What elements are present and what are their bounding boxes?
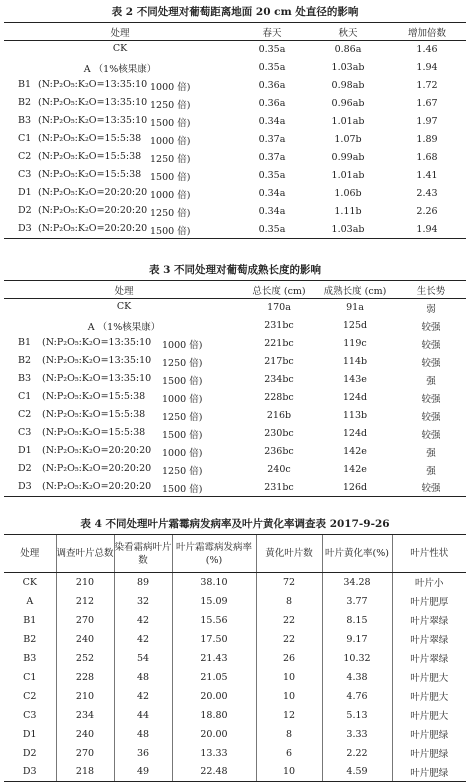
table4-infected-cell: 49 <box>114 763 172 782</box>
treatment-code: C1 <box>18 132 32 144</box>
table3-mature-cell: 125d <box>342 320 368 331</box>
table4-total-cell: 240 <box>56 630 114 649</box>
table4-yrate-cell: 34.28 <box>322 573 392 592</box>
table3-vigor-cell: 较强 <box>396 479 466 497</box>
table2-spring-cell: 0.35a <box>236 221 308 239</box>
table4-yrate-cell: 4.76 <box>322 687 392 706</box>
treatment-code: C2 <box>18 408 32 420</box>
table2-row <box>4 167 466 185</box>
table3-vigor-cell: 较强 <box>421 393 441 405</box>
table2-autumn-cell: 0.98ab <box>331 80 365 91</box>
table4-caption: 表 4 不同处理叶片霜霉病发病率及叶片黄化率调查表 2017-9-26 <box>80 518 390 530</box>
table2-row <box>4 59 466 77</box>
table3-mature-cell: 126d <box>314 479 396 497</box>
table2-autumn-cell: 1.07b <box>334 134 362 145</box>
table4-total-cell: 212 <box>56 592 114 611</box>
treatment-dose: 1250 倍) <box>162 465 203 477</box>
treatment-formula: (N:P₂O₅:K₂O=15:5:38 <box>38 150 142 162</box>
table4-yellow-cell: 22 <box>256 611 322 630</box>
table3-mature-cell: 142e <box>343 446 367 457</box>
table4-trait-cell: 叶片肥绿 <box>392 725 466 744</box>
table3-vigor-cell: 较强 <box>421 339 441 351</box>
treatment-code: D2 <box>18 204 32 216</box>
treatment-formula: (N:P₂O₅:K₂O=15:5:38 <box>38 168 142 180</box>
table4-header-cell: 叶片性状 <box>392 535 466 573</box>
table4-code-cell: D3 <box>4 763 56 782</box>
table4-yrate-cell: 10.32 <box>322 649 392 668</box>
table4-rate-cell: 20.00 <box>172 687 256 706</box>
table4-trait-cell: 叶片翠绿 <box>392 611 466 630</box>
table4-code-cell: A <box>26 595 34 607</box>
treatment-dose: 1250 倍) <box>162 411 203 423</box>
table4-infected-cell: 48 <box>114 725 172 744</box>
table2-spring-cell: 0.34a <box>258 206 286 217</box>
table4-row <box>4 592 466 611</box>
table4 <box>4 534 466 782</box>
table4-header-cell: 调查叶片总数 <box>56 535 114 573</box>
treatment-formula: (N:P₂O₅:K₂O=20:20:20 <box>42 480 152 492</box>
treatment-code: D1 <box>18 186 32 198</box>
treatment-code: D2 <box>18 462 32 474</box>
treatment-formula: (N:P₂O₅:K₂O=15:5:38 <box>38 132 142 144</box>
table4-yrate-cell: 9.17 <box>322 630 392 649</box>
treatment-dose: 1500 倍) <box>150 117 191 129</box>
table4-row <box>4 630 466 649</box>
table4-infected-cell: 42 <box>114 611 172 630</box>
table4-yrate-cell: 5.13 <box>322 706 392 725</box>
table2-spring-cell: 0.37a <box>258 152 286 163</box>
treatment-code: B3 <box>18 372 32 384</box>
treatment-cell <box>4 203 236 221</box>
treatment-dose: 1000 倍) <box>150 135 191 147</box>
table4-yellow-cell: 10 <box>256 668 322 687</box>
table3-vigor-cell: 强 <box>426 447 436 459</box>
table4-code-cell: C1 <box>23 671 37 683</box>
table3-total-cell: 228bc <box>264 392 294 403</box>
treatment-cell <box>4 95 236 113</box>
table4-rate-cell: 38.10 <box>172 573 256 592</box>
table2-row <box>4 203 466 221</box>
table2-ratio-cell: 1.89 <box>416 134 438 145</box>
table2-header-cell: 秋天 <box>308 23 388 41</box>
treatment-cell <box>4 131 236 149</box>
table2-row <box>4 77 466 95</box>
treatment-code: C3 <box>18 168 32 180</box>
treatment-label <box>4 319 244 333</box>
table3-mature-cell: 124d <box>342 392 368 403</box>
table4-infected-cell: 32 <box>114 592 172 611</box>
table4-rate-cell: 17.50 <box>172 630 256 649</box>
treatment-dose: 1000 倍) <box>150 81 191 93</box>
table4-code-cell: D1 <box>22 728 37 740</box>
table3-total-cell: 230bc <box>264 428 294 439</box>
table4-total-cell: 210 <box>56 687 114 706</box>
treatment-code: A <box>83 63 91 75</box>
table3-vigor-cell: 弱 <box>426 303 436 315</box>
table3-vigor-cell: 较强 <box>421 429 441 441</box>
treatment-dose: 1500 倍) <box>162 429 203 441</box>
table4-row <box>4 725 466 744</box>
table4-row <box>4 706 466 725</box>
table2-ratio-cell: 1.94 <box>388 221 466 239</box>
table2-autumn-cell: 1.03ab <box>331 62 365 73</box>
table4-yellow-cell: 6 <box>256 744 322 763</box>
table4-trait-cell: 叶片肥大 <box>392 687 466 706</box>
table4-header-cell: 黄化叶片数 <box>256 535 322 573</box>
table2-spring-cell: 0.35a <box>258 170 286 181</box>
table4-rate-cell: 15.56 <box>172 611 256 630</box>
table4-header-cell: 叶片霜霉病发病率(%) <box>172 535 256 573</box>
table3 <box>4 280 466 497</box>
table4-row <box>4 763 466 782</box>
table4-trait-cell: 叶片翠绿 <box>392 630 466 649</box>
table3-total-cell: 236bc <box>264 446 294 457</box>
treatment-cell <box>4 407 244 425</box>
table4-yellow-cell: 26 <box>256 649 322 668</box>
treatment-dose: 1000 倍) <box>162 393 203 405</box>
treatment-formula: （1%核果康） <box>97 321 161 333</box>
table2-autumn-cell: 1.01ab <box>331 116 365 127</box>
table4-row <box>4 649 466 668</box>
treatment-cell <box>4 443 244 461</box>
treatment-formula: (N:P₂O₅:K₂O=13:35:10 <box>42 336 152 348</box>
treatment-dose: 1500 倍) <box>162 483 203 495</box>
table3-mature-cell: 119c <box>343 338 367 349</box>
table4-total-cell: 270 <box>56 744 114 763</box>
treatment-formula: (N:P₂O₅:K₂O=15:5:38 <box>42 390 146 402</box>
table4-code-cell: D2 <box>22 747 37 759</box>
treatment-dose: 1500 倍) <box>150 171 191 183</box>
treatment-code: B3 <box>18 114 32 126</box>
table2-ratio-cell: 1.72 <box>416 80 438 91</box>
table3-mature-cell: 113b <box>342 410 368 421</box>
treatment-code: B2 <box>18 354 32 366</box>
table4-yellow-cell: 8 <box>256 725 322 744</box>
table4-row <box>4 668 466 687</box>
treatment-code: D3 <box>18 480 32 492</box>
table4-yrate-cell: 3.77 <box>322 592 392 611</box>
treatment-formula: (N:P₂O₅:K₂O=20:20:20 <box>42 462 152 474</box>
table3-total-cell: 221bc <box>264 338 294 349</box>
table4-yrate-cell: 4.38 <box>322 668 392 687</box>
table4-yellow-cell: 8 <box>256 592 322 611</box>
table3-row <box>4 371 466 389</box>
treatment-formula: (N:P₂O₅:K₂O=20:20:20 <box>38 204 148 216</box>
table3-header-cell: 总长度 (cm) <box>244 281 314 299</box>
treatment-cell <box>4 479 244 497</box>
table4-trait-cell: 叶片肥绿 <box>392 763 466 782</box>
treatment-cell <box>4 461 244 479</box>
table4-total-cell: 228 <box>56 668 114 687</box>
table2-ratio-cell: 2.43 <box>416 188 438 199</box>
treatment-cell <box>4 299 244 317</box>
treatment-formula: (N:P₂O₅:K₂O=20:20:20 <box>38 222 148 234</box>
table4-row <box>4 573 466 592</box>
table3-vigor-cell: 较强 <box>421 357 441 369</box>
table2-row <box>4 149 466 167</box>
table3-mature-cell: 124d <box>342 428 368 439</box>
table3-vigor-cell: 较强 <box>421 321 441 333</box>
table4-yrate-cell: 3.33 <box>322 725 392 744</box>
table4-yellow-cell: 72 <box>256 573 322 592</box>
treatment-formula: (N:P₂O₅:K₂O=13:35:10 <box>38 114 148 126</box>
table2-header-row <box>4 23 466 41</box>
treatment-cell <box>4 77 236 95</box>
table3-row <box>4 335 466 353</box>
treatment-code: A <box>87 321 95 333</box>
table3-total-cell: 234bc <box>264 374 294 385</box>
treatment-formula: （1%核果康） <box>93 63 157 75</box>
table2-ratio-cell: 2.26 <box>416 206 438 217</box>
table3-header-row <box>4 281 466 299</box>
table3-header-cell: 成熟长度 (cm) <box>314 281 396 299</box>
table3-mature-cell: 91a <box>346 302 364 314</box>
treatment-formula: (N:P₂O₅:K₂O=13:35:10 <box>38 78 148 90</box>
treatment-formula: (N:P₂O₅:K₂O=15:5:38 <box>42 408 146 420</box>
table2-spring-cell: 0.36a <box>258 98 286 109</box>
table4-infected-cell: 44 <box>114 706 172 725</box>
treatment-dose: 1250 倍) <box>150 207 191 219</box>
table3-row <box>4 353 466 371</box>
table2-spring-cell: 0.34a <box>258 188 286 199</box>
table4-row <box>4 687 466 706</box>
table2-ratio-cell: 1.46 <box>416 44 438 56</box>
treatment-cell <box>4 59 236 77</box>
table4-code-cell: B2 <box>23 633 37 645</box>
table2-row <box>4 113 466 131</box>
table3-vigor-cell: 强 <box>426 465 436 477</box>
treatment-cell <box>4 389 244 407</box>
treatment-dose: 1250 倍) <box>150 153 191 165</box>
table4-infected-cell: 54 <box>114 649 172 668</box>
treatment-label <box>4 61 236 75</box>
table4-total-cell: 234 <box>56 706 114 725</box>
table3-total-cell: 231bc <box>244 479 314 497</box>
table2-spring-cell: 0.35a <box>258 44 286 56</box>
table4-yellow-cell: 12 <box>256 706 322 725</box>
table2-autumn-cell: 1.01ab <box>331 170 365 181</box>
treatment-cell <box>4 41 236 59</box>
table2-autumn-cell: 1.11b <box>334 206 362 217</box>
treatment-cell <box>4 335 244 353</box>
table3-header-cell: 生长势 <box>396 281 466 299</box>
treatment-dose: 1000 倍) <box>162 339 203 351</box>
treatment-dose: 1000 倍) <box>150 189 191 201</box>
table2-ratio-cell: 1.94 <box>416 62 438 73</box>
table2-spring-cell: 0.35a <box>258 62 286 73</box>
treatment-cell <box>4 149 236 167</box>
treatment-formula: (N:P₂O₅:K₂O=13:35:10 <box>42 372 152 384</box>
table4-infected-cell: 42 <box>114 687 172 706</box>
treatment-formula: (N:P₂O₅:K₂O=13:35:10 <box>38 96 148 108</box>
treatment-formula: (N:P₂O₅:K₂O=15:5:38 <box>42 426 146 438</box>
table2-header-cell: 处理 <box>4 23 236 41</box>
table2-row <box>4 131 466 149</box>
table4-total-cell: 210 <box>56 573 114 592</box>
table2 <box>4 22 466 239</box>
treatment-code: C2 <box>18 150 32 162</box>
table2-row <box>4 185 466 203</box>
table3-caption: 表 3 不同处理对葡萄成熟长度的影响 <box>148 264 322 276</box>
table2-autumn-cell: 0.99ab <box>331 152 365 163</box>
table3-row <box>4 425 466 443</box>
table4-header-row <box>4 535 466 573</box>
table4-code-cell: CK <box>22 576 37 588</box>
table4-code-cell: C2 <box>23 690 37 702</box>
table4-row <box>4 744 466 763</box>
table4-row <box>4 611 466 630</box>
treatment-cell <box>4 353 244 371</box>
table3-row <box>4 299 466 317</box>
table4-infected-cell: 42 <box>114 630 172 649</box>
table2-spring-cell: 0.37a <box>258 134 286 145</box>
table2-ratio-cell: 1.68 <box>416 152 438 163</box>
table4-rate-cell: 13.33 <box>172 744 256 763</box>
table2-autumn-cell: 1.03ab <box>308 221 388 239</box>
table3-total-cell: 217bc <box>264 356 294 367</box>
table2-autumn-cell: 0.86a <box>334 44 362 56</box>
table4-header-cell: 处理 <box>4 535 56 573</box>
table3-total-cell: 231bc <box>264 320 294 331</box>
table2-row <box>4 221 466 239</box>
table2-ratio-cell: 1.97 <box>416 116 438 127</box>
treatment-code: B2 <box>18 96 32 108</box>
treatment-code: C3 <box>18 426 32 438</box>
treatment-formula: (N:P₂O₅:K₂O=20:20:20 <box>42 444 152 456</box>
table4-rate-cell: 22.48 <box>172 763 256 782</box>
treatment-cell <box>4 317 244 335</box>
table3-row <box>4 461 466 479</box>
table4-total-cell: 270 <box>56 611 114 630</box>
treatment-dose: 1000 倍) <box>162 447 203 459</box>
table3-row <box>4 407 466 425</box>
table4-yellow-cell: 10 <box>256 763 322 782</box>
table4-rate-cell: 15.09 <box>172 592 256 611</box>
table4-trait-cell: 叶片肥绿 <box>392 744 466 763</box>
table3-total-cell: 240c <box>267 464 291 475</box>
table2-spring-cell: 0.34a <box>258 116 286 127</box>
table2-ratio-cell: 1.41 <box>416 170 438 181</box>
treatment-code: C1 <box>18 390 32 402</box>
table4-trait-cell: 叶片肥厚 <box>392 592 466 611</box>
table4-infected-cell: 48 <box>114 668 172 687</box>
treatment-code: D1 <box>18 444 32 456</box>
table4-header-cell: 染看霜病叶片数 <box>114 535 172 573</box>
table4-rate-cell: 21.43 <box>172 649 256 668</box>
treatment-code: CK <box>112 43 128 54</box>
table2-row <box>4 95 466 113</box>
table4-rate-cell: 20.00 <box>172 725 256 744</box>
table4-trait-cell: 叶片肥大 <box>392 706 466 725</box>
table4-header-cell: 叶片黄化率(%) <box>322 535 392 573</box>
table3-mature-cell: 114b <box>342 356 368 367</box>
table3-total-cell: 216b <box>266 410 292 421</box>
table4-yellow-cell: 22 <box>256 630 322 649</box>
table4-rate-cell: 18.80 <box>172 706 256 725</box>
treatment-dose: 1250 倍) <box>150 99 191 111</box>
table4-trait-cell: 叶片肥大 <box>392 668 466 687</box>
treatment-cell <box>4 371 244 389</box>
table2-row <box>4 41 466 59</box>
treatment-formula: (N:P₂O₅:K₂O=20:20:20 <box>38 186 148 198</box>
table2-autumn-cell: 0.96ab <box>331 98 365 109</box>
table3-row <box>4 479 466 497</box>
table2-ratio-cell: 1.67 <box>416 98 438 109</box>
treatment-dose: 1500 倍) <box>150 225 191 237</box>
table3-vigor-cell: 强 <box>426 375 436 387</box>
treatment-dose: 1500 倍) <box>162 375 203 387</box>
table2-header-cell: 春天 <box>236 23 308 41</box>
table4-infected-cell: 89 <box>114 573 172 592</box>
table4-yrate-cell: 4.59 <box>322 763 392 782</box>
treatment-formula: (N:P₂O₅:K₂O=13:35:10 <box>42 354 152 366</box>
treatment-dose: 1250 倍) <box>162 357 203 369</box>
treatment-code: B1 <box>18 336 32 348</box>
table4-code-cell: C3 <box>23 709 37 721</box>
table3-row <box>4 389 466 407</box>
table3-mature-cell: 143e <box>343 374 367 385</box>
treatment-cell <box>4 113 236 131</box>
table3-row <box>4 317 466 335</box>
table3-row <box>4 443 466 461</box>
table2-spring-cell: 0.36a <box>258 80 286 91</box>
treatment-code: CK <box>116 301 132 312</box>
table4-code-cell: B1 <box>23 614 37 626</box>
treatment-code: D3 <box>18 222 32 234</box>
table2-header-cell: 增加倍数 <box>388 23 466 41</box>
treatment-cell <box>4 425 244 443</box>
table4-total-cell: 218 <box>56 763 114 782</box>
table4-trait-cell: 叶片翠绿 <box>392 649 466 668</box>
table4-total-cell: 252 <box>56 649 114 668</box>
table4-yellow-cell: 10 <box>256 687 322 706</box>
table4-rate-cell: 21.05 <box>172 668 256 687</box>
table4-total-cell: 240 <box>56 725 114 744</box>
table2-autumn-cell: 1.06b <box>334 188 362 199</box>
table3-vigor-cell: 较强 <box>421 411 441 423</box>
table3-header-cell: 处理 <box>4 281 244 299</box>
table3-total-cell: 170a <box>267 302 291 314</box>
table4-infected-cell: 36 <box>114 744 172 763</box>
treatment-cell <box>4 167 236 185</box>
treatment-code: B1 <box>18 78 32 90</box>
table4-yrate-cell: 2.22 <box>322 744 392 763</box>
treatment-cell <box>4 221 236 239</box>
treatment-cell <box>4 185 236 203</box>
table2-caption: 表 2 不同处理对葡萄距离地面 20 cm 处直径的影响 <box>111 6 359 18</box>
table4-code-cell: B3 <box>23 652 37 664</box>
table3-mature-cell: 142e <box>343 464 367 475</box>
table4-yrate-cell: 8.15 <box>322 611 392 630</box>
table4-trait-cell: 叶片小 <box>392 573 466 592</box>
